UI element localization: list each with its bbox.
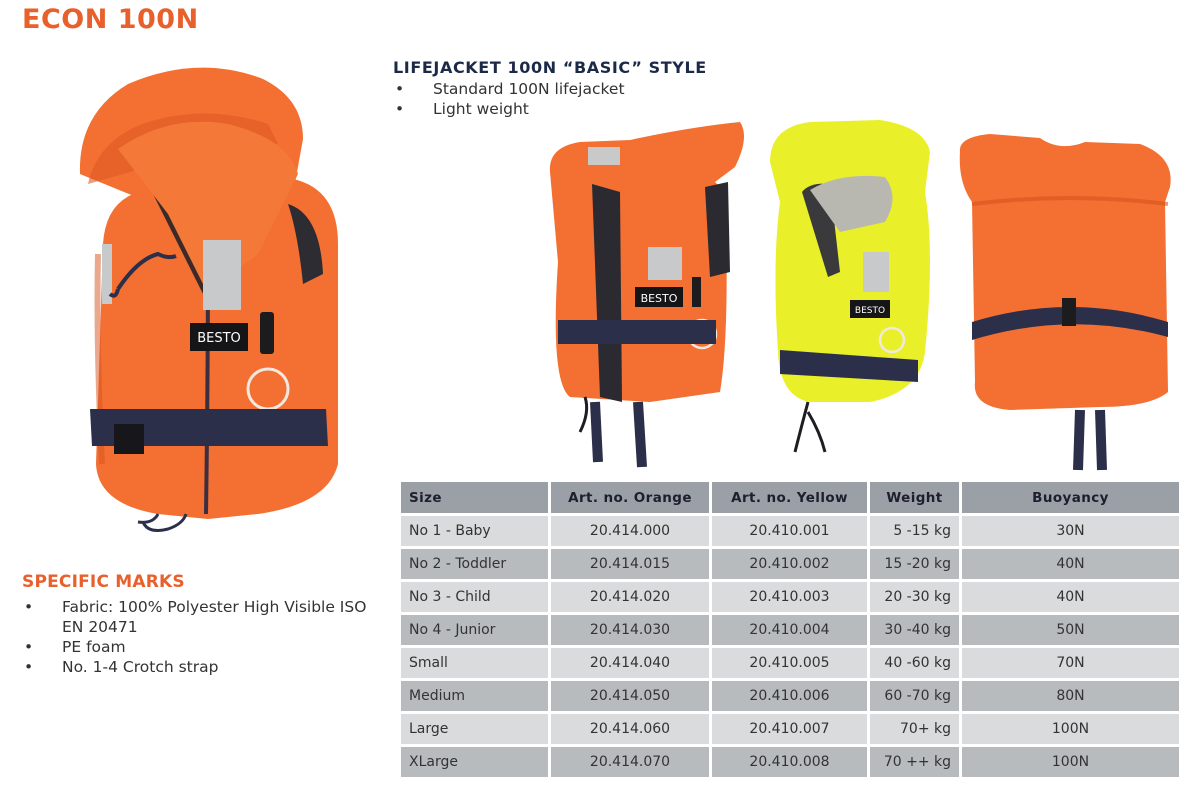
table-cell: 20.410.001 [712,516,867,546]
table-cell: 20.414.050 [551,681,709,711]
brand-label: BESTO [640,292,678,305]
table-row [401,615,1179,645]
table-cell: 20.410.004 [712,615,867,645]
table-cell: 20.414.020 [551,582,709,612]
table-cell: No 4 - Junior [401,615,548,645]
page-title: ECON 100N [22,4,199,35]
specific-marks-list [22,597,382,677]
table-cell: No 1 - Baby [401,516,548,546]
table-cell: Small [401,648,548,678]
table-cell: Medium [401,681,548,711]
table-header-row [401,482,1179,513]
table-cell: 20.410.007 [712,714,867,744]
bullet-icon: • [395,80,405,98]
table-cell: 100N [962,714,1179,744]
table-cell: No 3 - Child [401,582,548,612]
table-row [401,516,1179,546]
lifejacket-variants-images [540,112,1180,472]
bullet-icon: • [24,658,34,676]
orange-lifejacket-back-image [960,134,1171,470]
list-item: • PE foam [24,638,126,656]
list-item: • No. 1-4 Crotch strap [24,658,219,676]
table-cell: 50N [962,615,1179,645]
table-cell: 100N [962,747,1179,777]
bullet-icon: • [395,100,405,118]
table-cell: 30 -40 kg [870,615,959,645]
table-cell: 30N [962,516,1179,546]
table-cell: 20.414.000 [551,516,709,546]
table-row [401,681,1179,711]
list-item: • Standard 100N lifejacket [395,80,625,98]
table-cell: 20.414.015 [551,549,709,579]
yellow-lifejacket-image [770,120,930,452]
bullet-icon: • [24,598,34,616]
table-cell: 40N [962,582,1179,612]
table-row [401,549,1179,579]
table-cell: 20 -30 kg [870,582,959,612]
table-cell: Large [401,714,548,744]
table-cell: 20.410.003 [712,582,867,612]
table-cell: XLarge [401,747,548,777]
column-header: Weight [870,482,959,513]
table-row [401,582,1179,612]
table-cell: 40N [962,549,1179,579]
table-cell: 20.414.040 [551,648,709,678]
list-item: • Light weight [395,100,529,118]
table-cell: 5 -15 kg [870,516,959,546]
table-cell: 20.414.030 [551,615,709,645]
table-cell: 20.410.006 [712,681,867,711]
lifejacket-heading: LIFEJACKET 100N “BASIC” STYLE [393,58,707,77]
table-cell: 80N [962,681,1179,711]
table-cell: 70 ++ kg [870,747,959,777]
column-header: Size [401,482,548,513]
table-row [401,714,1179,744]
orange-lifejacket-image [550,122,744,467]
table-cell: 20.410.002 [712,549,867,579]
column-header: Art. no. Orange [551,482,709,513]
table-cell: 20.414.060 [551,714,709,744]
list-item: • Fabric: 100% Polyester High Visible ISO EN 20471 [24,598,367,636]
specific-marks-heading: SPECIFIC MARKS [22,572,185,592]
size-table [398,479,1182,780]
column-header: Buoyancy [962,482,1179,513]
table-cell: 20.410.005 [712,648,867,678]
table-cell: 20.414.070 [551,747,709,777]
table-cell: 15 -20 kg [870,549,959,579]
main-lifejacket-image [58,44,358,544]
brand-label: BESTO [854,306,886,316]
table-row [401,747,1179,777]
brand-label: BESTO [197,331,241,346]
table-cell: No 2 - Toddler [401,549,548,579]
bullet-icon: • [24,638,34,656]
column-header: Art. no. Yellow [712,482,867,513]
table-row [401,648,1179,678]
table-cell: 20.410.008 [712,747,867,777]
table-cell: 60 -70 kg [870,681,959,711]
table-cell: 40 -60 kg [870,648,959,678]
table-cell: 70+ kg [870,714,959,744]
table-cell: 70N [962,648,1179,678]
